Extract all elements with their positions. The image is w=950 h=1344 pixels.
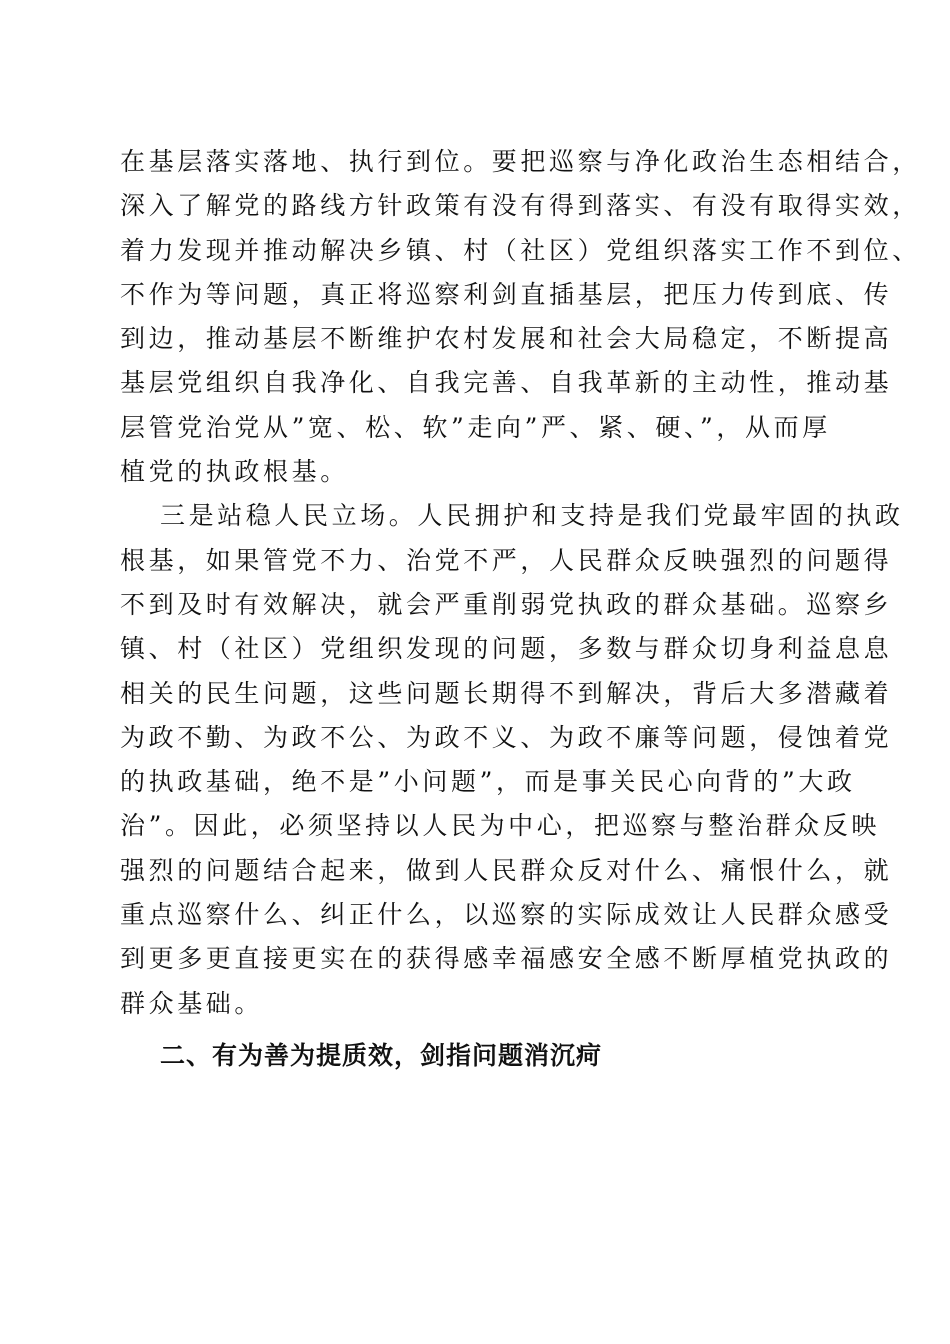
text-line: 为政不勤、为政不公、为政不义、为政不廉等问题，侵蚀着党 — [120, 722, 893, 752]
text-line: 不作为等问题，真正将巡察利剑直插基层，把压力传到底、传 — [120, 279, 893, 309]
paragraph-three-first-line: 三是站稳人民立场。人民拥护和支持是我们党最牢固的执政 — [160, 501, 904, 531]
text-line: 基层党组织自我净化、自我完善、自我革新的主动性，推动基 — [120, 368, 893, 398]
document-body — [120, 140, 921, 1026]
text-line: 到边，推动基层不断维护农村发展和社会大局稳定，不断提高 — [120, 324, 893, 354]
text-line: 镇、村（社区）党组织发现的问题，多数与群众切身利益息息 — [120, 634, 893, 664]
text-line: 层管党治党从”宽、松、软”走向”严、紧、硬、”，从而厚 — [120, 412, 831, 442]
text-line: 强烈的问题结合起来，做到人民群众反对什么、痛恨什么，就 — [120, 855, 893, 885]
text-line: 到更多更直接更实在的获得感幸福感安全感不断厚植党执政的 — [120, 944, 893, 974]
text-line: 的执政基础，绝不是”小问题”，而是事关民心向背的”大政 — [120, 767, 856, 797]
text-line: 深入了解党的路线方针政策有没有得到落实、有没有取得实效， — [120, 191, 921, 221]
text-line: 群众基础。 — [120, 988, 264, 1018]
section-heading: 二、有为善为提质效，剑指问题消沉疴 — [160, 1041, 603, 1070]
text-line: 着力发现并推动解决乡镇、村（社区）党组织落实工作不到位、 — [120, 235, 921, 265]
text-line: 植党的执政根基。 — [120, 457, 349, 487]
text-line: 治”。因此，必须坚持以人民为中心，把巡察与整治群众反映 — [120, 811, 880, 841]
text-line: 根基，如果管党不力、治党不严，人民群众反映强烈的问题得 — [120, 545, 893, 575]
text-line: 重点巡察什么、纠正什么，以巡察的实际成效让人民群众感受 — [120, 900, 893, 930]
text-line: 在基层落实落地、执行到位。要把巡察与净化政治生态相结合， — [120, 147, 921, 176]
text-line: 不到及时有效解决，就会严重削弱党执政的群众基础。巡察乡 — [120, 589, 893, 619]
text-line: 相关的民生问题，这些问题长期得不到解决，背后大多潜藏着 — [120, 678, 893, 708]
